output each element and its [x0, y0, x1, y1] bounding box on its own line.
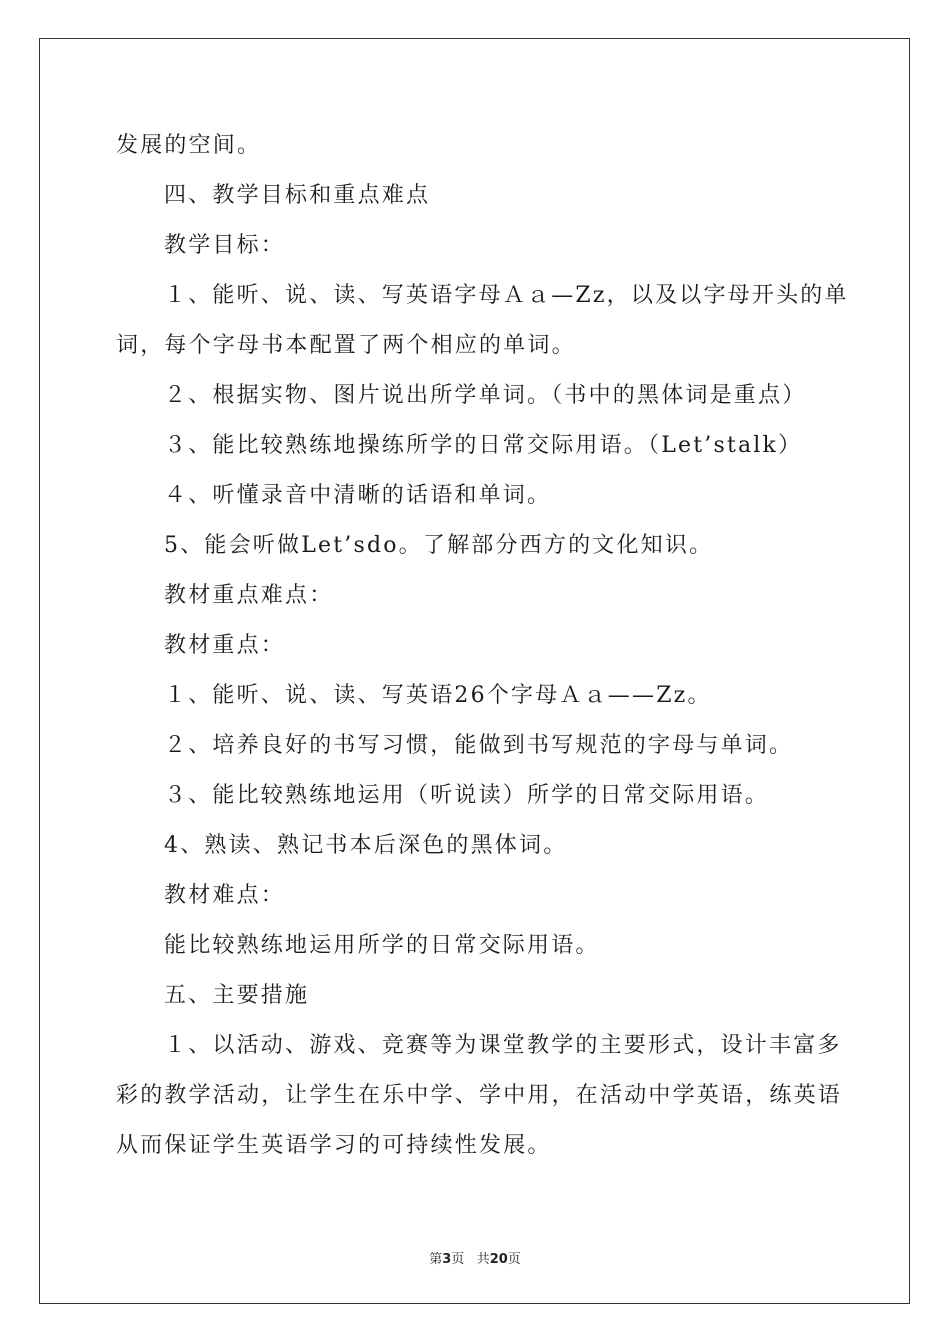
paragraph-line: 彩的教学活动，让学生在乐中学、学中用，在活动中学英语，练英语 [116, 1083, 843, 1108]
subheading: 教材重点难点： [164, 583, 334, 608]
page-prefix: 第 [429, 1252, 443, 1267]
paragraph-line: 发展的空间。 [116, 133, 262, 158]
page-number: 3 [442, 1252, 452, 1267]
subheading: 教材难点： [164, 883, 286, 908]
section-heading: 五、主要措施 [164, 983, 310, 1008]
subheading: 教材重点： [164, 633, 286, 658]
subheading: 教学目标： [164, 233, 286, 258]
list-item: ３、能比较熟练地操练所学的日常交际用语。（Let’stalk） [164, 433, 803, 458]
paragraph-line: 从而保证学生英语学习的可持续性发展。 [116, 1133, 552, 1158]
total-prefix: 共 [476, 1252, 490, 1267]
list-item: ３、能比较熟练地运用（听说读）所学的日常交际用语。 [164, 783, 770, 808]
list-item: １、以活动、游戏、竞赛等为课堂教学的主要形式，设计丰富多 [164, 1033, 842, 1058]
paragraph-line: 词，每个字母书本配置了两个相应的单词。 [116, 333, 576, 358]
paragraph-line: 能比较熟练地运用所学的日常交际用语。 [164, 933, 600, 958]
page-suffix: 页 [451, 1252, 465, 1267]
list-item: ２、培养良好的书写习惯，能做到书写规范的字母与单词。 [164, 733, 794, 758]
total-pages: 20 [489, 1252, 508, 1267]
page-footer [0, 1248, 950, 1267]
page-border [39, 38, 910, 1304]
list-item: 5、能会听做Let’sdo。了解部分西方的文化知识。 [164, 533, 714, 558]
section-heading: 四、教学目标和重点难点 [164, 183, 431, 208]
list-item: １、能听、说、读、写英语26个字母Ａａ——Zz。 [164, 683, 712, 708]
list-item: １、能听、说、读、写英语字母Ａａ—Zz，以及以字母开头的单 [164, 283, 849, 308]
list-item: 4、熟读、熟记书本后深色的黑体词。 [164, 833, 568, 858]
total-suffix: 页 [507, 1252, 521, 1267]
list-item: ２、根据实物、图片说出所学单词。（书中的黑体词是重点） [164, 383, 807, 408]
list-item: ４、听懂录音中清晰的话语和单词。 [164, 483, 552, 508]
